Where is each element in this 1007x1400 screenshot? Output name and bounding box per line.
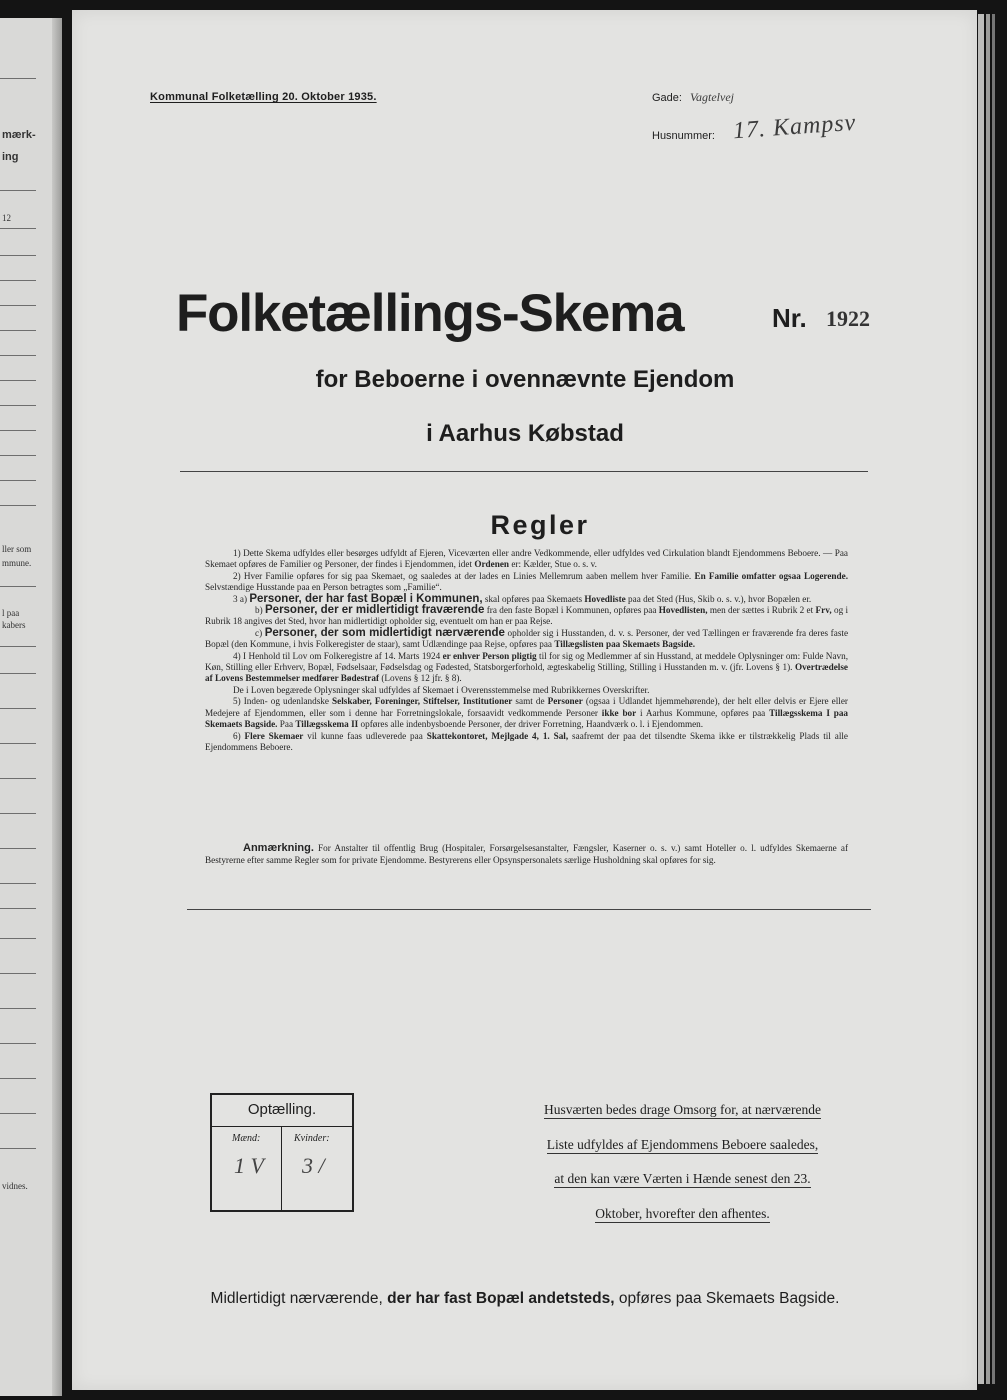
- husnummer-label: Husnummer:: [652, 130, 715, 142]
- count-box-rule: [212, 1126, 352, 1127]
- form-number: 1922: [826, 306, 870, 331]
- rule-line: [0, 1043, 36, 1044]
- count-box-title: Optælling.: [247, 1101, 317, 1118]
- women-count: 3 /: [302, 1153, 325, 1178]
- women-label: Kvinder:: [294, 1133, 330, 1144]
- rule-line: [0, 586, 36, 587]
- rule-4: 4) I Henhold til Lov om Folkeregistre af 14. Marts 1924 er enhver Person pligtig til for sig og Medlemmer af sin Husstand, at meddele Oplysninger om: Fulde Navn, Køn, Stilling eller Erhverv, Bopæl, Fødselsaar, Fødselsdag og Fødested, Statsborgerforhold, ægteskabelig Stilling, Stilling i Husstanden m. v. (jfr. Lovens § 1). Overtrædelse af Lovens Bestemmelser medfører Bødestraf (Lovens § 12 jfr. § 8).: [205, 650, 849, 684]
- rule-line: [0, 646, 36, 647]
- facing-text: vidnes.: [2, 1181, 28, 1191]
- facing-text: 12: [2, 213, 11, 223]
- rule-line: [0, 480, 36, 481]
- anmaerkning-label: Anmærkning.: [243, 842, 314, 854]
- form-title: Folketællings-Skema: [176, 284, 684, 343]
- rule-line: [0, 405, 36, 406]
- facing-text: l paa: [2, 608, 20, 618]
- rule-line: [0, 280, 36, 281]
- notice-line: at den kan være Værten i Hænde senest den 23.: [554, 1171, 811, 1186]
- rule-line: [0, 330, 36, 331]
- rule-line: [0, 430, 36, 431]
- page-edge: [992, 14, 995, 1384]
- rule-line: [0, 778, 36, 779]
- notice-line: Oktober, hvorefter den afhentes.: [595, 1205, 770, 1221]
- facing-page-strip: [0, 18, 62, 1396]
- rule-line: [0, 1008, 36, 1009]
- rule-line: [0, 813, 36, 814]
- rule-1: 1) Dette Skema udfyldes eller besørges udfyldt af Ejeren, Viceværten eller andre Vedkommende, eller udfyldes ved Cirkulation blandt Ejendommens Beboere. — Paa Skemaet opføres de Familier og Personer, der findes i Ejendommen, idet Ordenen er: Kælder, Stue o. s. v.: [205, 548, 848, 570]
- rule-5: 5) Inden- og udenlandske Selskaber, Foreninger, Stiftelser, Institutioner samt de Personer (ogsaa i Udlandet hjemmehørende), der helt eller delvis er Ejere eller Medejere af Ejendommen, eller som i denne har Forretningslokale, forsaavidt vedkommende Personer ikke bor i Aarhus Kommune, opføres paa Tillægsskema I paa Skemaets Bagside. Paa Tillægsskema II opføres alle indenbysboende Personer, der driver Forretning, Haandværk o. l. i Ejendommen.: [205, 696, 849, 730]
- rule-line: [0, 255, 36, 256]
- rule-line: [0, 380, 36, 381]
- facing-text: kabers: [2, 620, 26, 630]
- rule-3a: 3 a) Personer, der har fast Bopæl i Kommunen, skal opføres paa Skemaets Hovedliste paa det Sted (Hus, Skib o. s. v.), hvor Bopælen er.: [233, 592, 812, 605]
- footer-note: Midlertidigt nærværende, der har fast Bopæl andetsteds, opføres paa Skemaets Bagside.: [210, 1290, 840, 1307]
- page-edge: [986, 14, 990, 1384]
- men-count: 1 V: [234, 1153, 264, 1178]
- divider: [180, 471, 868, 472]
- husnummer-value: 17. Kampsv: [732, 109, 858, 145]
- rule-line: [0, 455, 36, 456]
- rule-line: [0, 355, 36, 356]
- men-label: Mænd:: [232, 1133, 261, 1144]
- rule-line: [0, 883, 36, 884]
- notice-line: Husværten bedes drage Omsorg for, at nærværende: [543, 1102, 822, 1117]
- count-box-divider: [281, 1126, 282, 1210]
- facing-text: ller som: [2, 544, 32, 554]
- rule-4-note: De i Loven begærede Oplysninger skal udfyldes af Skemaet i Overensstemmelse med Rubrikkernes Overskrifter.: [233, 684, 650, 695]
- rule-6: 6) Flere Skemaer vil kunne faas udleverede paa Skattekontoret, Mejlgade 4, 1. Sal, saafremt der paa det tilsendte Skema ikke er tilstrækkelig Plads til alle Ejendommens Beboere.: [205, 730, 849, 752]
- count-box: [210, 1093, 354, 1212]
- rule-line: [0, 973, 36, 974]
- rule-line: [0, 1148, 36, 1149]
- subtitle: for Beboerne i ovennævnte Ejendom: [315, 366, 735, 393]
- facing-text: mmune.: [2, 558, 32, 568]
- landlord-notice: [510, 1093, 855, 1231]
- rule-line: [0, 908, 36, 909]
- gade-value: Vagtelvej: [690, 90, 734, 104]
- rule-line: [0, 1113, 36, 1114]
- census-header: Kommunal Folketælling 20. Oktober 1935.: [150, 91, 377, 103]
- rule-3b: b) Personer, der er midlertidigt fraværende fra den faste Bopæl i Kommunen, opføres paa Hovedlisten, men der sættes i Rubrik 2 et Frv, og i Rubrik 18 angives det Sted, hvor han midlertidigt opholder sig, eventuelt om han er paa Rejse.: [205, 604, 849, 627]
- notice-line: Liste udfyldes af Ejendommens Beboere saaledes,: [546, 1136, 819, 1152]
- form-number-label: Nr.: [772, 303, 807, 333]
- facing-text: ing: [2, 151, 19, 163]
- rule-line: [0, 743, 36, 744]
- subtitle-city: i Aarhus Købstad: [426, 420, 624, 447]
- page-gutter: [52, 18, 62, 1396]
- rule-line: [0, 673, 36, 674]
- anmaerkning: [205, 842, 848, 866]
- rule-line: [0, 848, 36, 849]
- rule-line: [0, 228, 36, 229]
- page-edge: [978, 14, 984, 1384]
- rule-line: [0, 505, 36, 506]
- anmaerkning-text: For Anstalter til offentlig Brug (Hospitaler, Forsørgelsesanstalter, Fængsler, Kaserner o. s. v.) samt Hoteller o. l. udfyldes Skemaerne af Bestyrerne efter samme Regler som for private Ejendomme. Bestyrerens eller Opsynspersonalets særlige Husholdning skal opføres for sig.: [205, 843, 849, 865]
- rule-line: [0, 190, 36, 191]
- rule-2: 2) Hver Familie opføres for sig paa Skemaet, og saaledes at der lades en Linies Mellemrum aaben mellem hver Familie. En Familie omfatter ogsaa Logerende. Selvstændige Husstande paa en Person betragtes som „Familie“.: [205, 570, 848, 593]
- rule-line: [0, 938, 36, 939]
- rules-text: [205, 548, 848, 753]
- rule-line: [0, 305, 36, 306]
- rule-line: [0, 708, 36, 709]
- divider: [187, 909, 871, 910]
- rule-line: [0, 78, 36, 79]
- gade-label: Gade:: [652, 92, 682, 104]
- rule-3c: c) Personer, der som midlertidigt nærværende opholder sig i Husstanden, d. v. s. Personer, der ved Tællingen er fraværende fra deres faste Bopæl (den Kommune, i hvis Folkeregister de staar), samt Udlændinge paa Rejse, opføres paa Tillægslisten paa Skemaets Bagside.: [205, 626, 849, 650]
- rule-line: [0, 1078, 36, 1079]
- facing-text: mærk-: [2, 129, 36, 141]
- rules-heading: Regler: [490, 510, 590, 540]
